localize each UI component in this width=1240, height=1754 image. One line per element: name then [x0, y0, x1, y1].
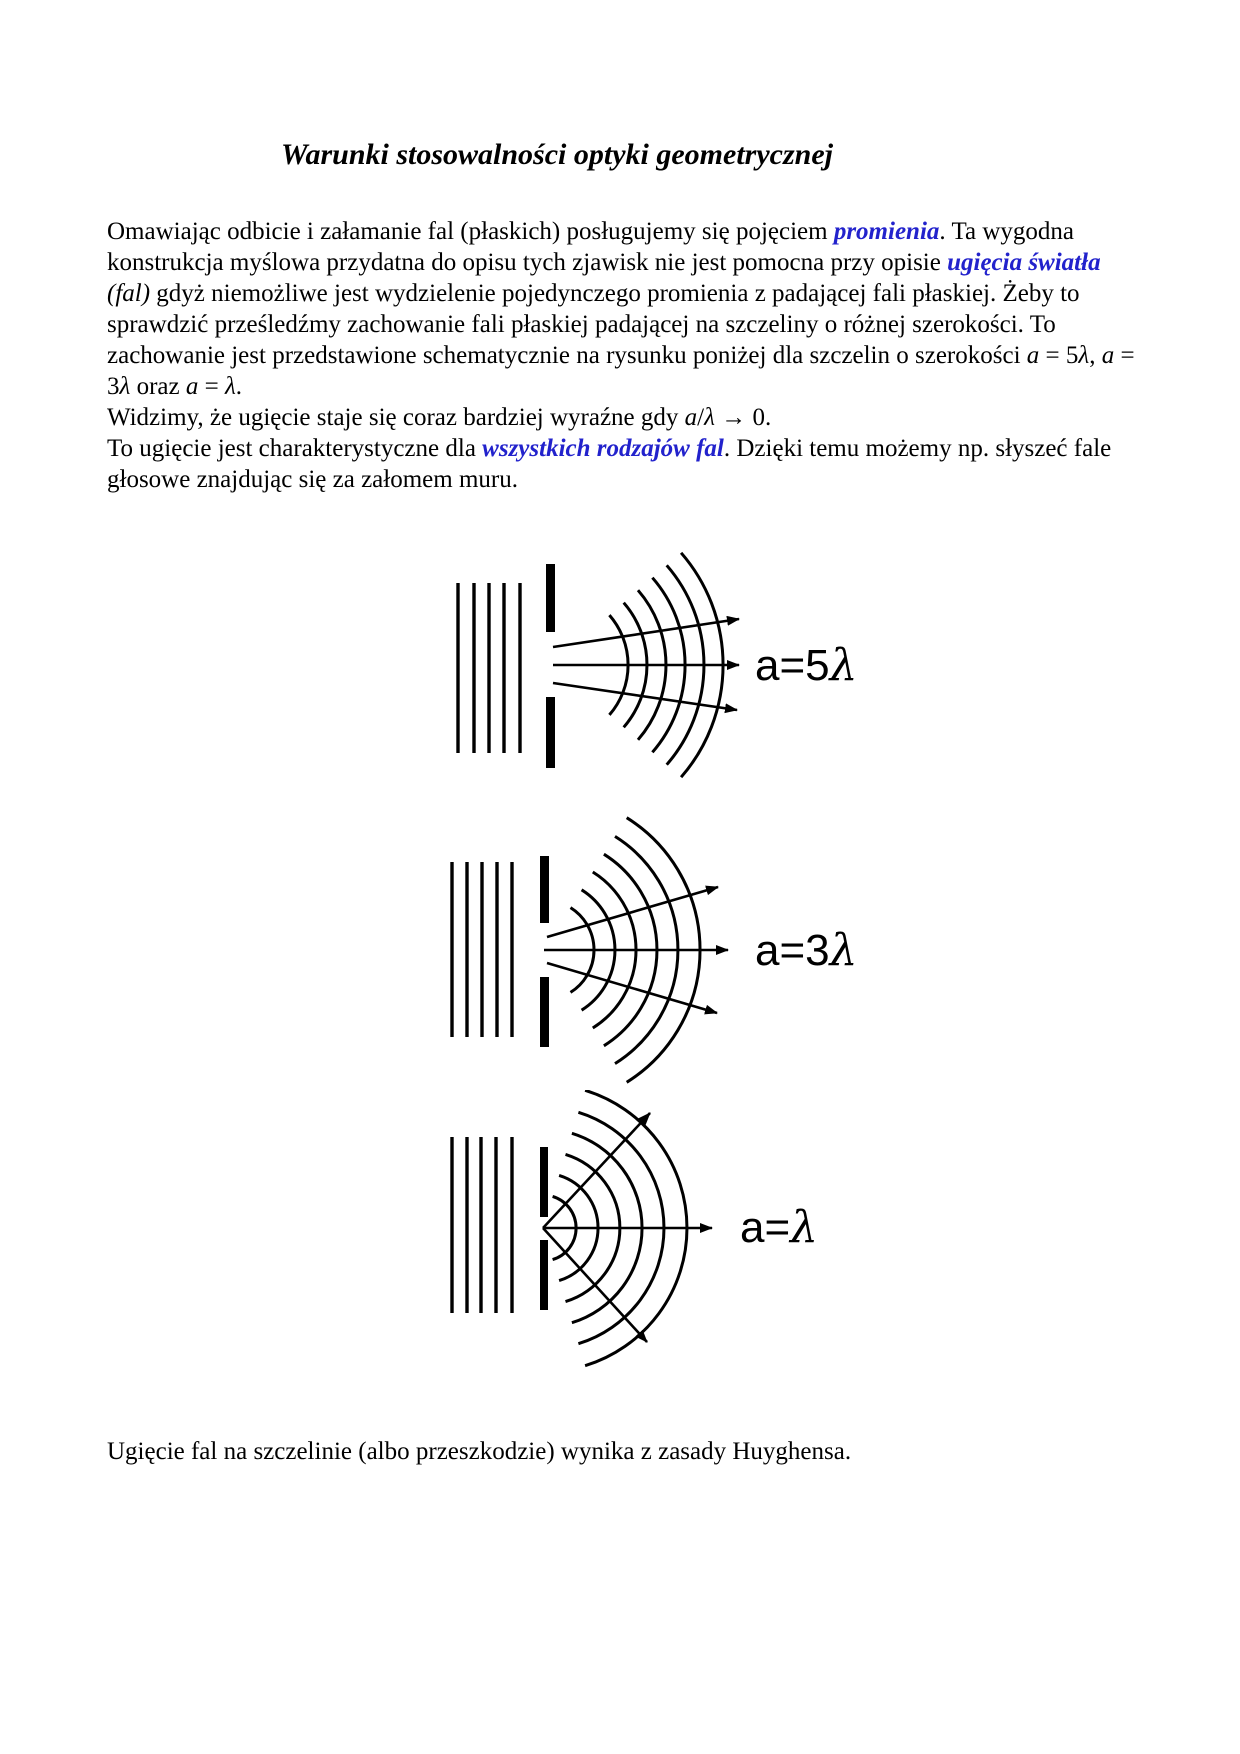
text-run: /: [697, 404, 705, 431]
paragraph-all-waves: [107, 433, 1137, 495]
text-run: a: [1101, 342, 1115, 369]
text-run: λ: [704, 404, 715, 431]
text-run: λ: [1078, 342, 1090, 369]
text-run: ,: [1089, 342, 1102, 369]
text-run: . Dzięki temu możemy np. słyszeć fale głosowe znajdując się za załomem muru.: [107, 435, 1112, 493]
text-run: =: [198, 373, 225, 400]
text-run: To ugięcie jest charakterystyczne dla: [107, 435, 483, 462]
slit-width-label: a=λ: [740, 1202, 819, 1253]
barrier-top-bar: [540, 856, 549, 923]
barrier-bottom-bar: [540, 977, 549, 1047]
highlighted-term: ugięcia światła: [947, 249, 1101, 276]
highlighted-term: promienia: [833, 218, 940, 245]
highlighted-term: wszystkich rodzajów fal: [482, 435, 724, 462]
barrier-top-bar: [540, 1147, 548, 1217]
diagram-slit-lambda: [380, 1090, 900, 1375]
slit-width-label: a=5λ: [755, 640, 858, 691]
text-run: a: [185, 373, 199, 400]
text-run: oraz: [130, 373, 186, 400]
paragraph-observation: [107, 402, 1137, 433]
text-run: Widzimy, że ugięcie staje się coraz bardziej wyraźne gdy: [107, 404, 685, 431]
text-run: a: [684, 404, 698, 431]
text-run: = 5: [1039, 342, 1079, 369]
page-title: Warunki stosowalności optyki geometrycznej: [281, 138, 833, 171]
barrier-bottom-bar: [540, 1240, 548, 1310]
slit-width-label: a=3λ: [755, 925, 858, 976]
ray-arrow: [547, 963, 717, 1013]
closing-sentence: Ugięcie fal na szczelinie (albo przeszkodzie) wynika z zasady Huyghensa.: [107, 1438, 852, 1465]
barrier-top-bar: [546, 564, 555, 632]
diagram-slit-3lambda: [380, 810, 900, 1090]
text-run: → 0.: [714, 404, 772, 431]
text-run: = 3: [107, 342, 1135, 400]
text-run: a: [1026, 342, 1040, 369]
intro-text-block: [107, 216, 1137, 495]
text-run: .: [235, 373, 243, 400]
barrier-bottom-bar: [546, 697, 555, 768]
text-run: gdyż niemożliwe jest wydzielenie pojedynczego promienia z padającej fali płaskiej. Żeby to sprawdzić prześledźmy zachowanie fali płaskiej padającej na szczeliny o różnej szerokości. To zachowanie jest przedstawione schematycznie na rysunku poniżej dla szczelin o szerokości: [107, 280, 1080, 369]
text-run: λ: [224, 373, 236, 400]
text-run: . Ta wygodna konstrukcja myślowa przydatna do opisu tych zjawisk nie jest pomocna przy opisie: [107, 218, 1074, 276]
text-run: Omawiając odbicie i załamanie fal (płaskich) posługujemy się pojęciem: [107, 218, 834, 245]
paragraph-main: [107, 216, 1137, 402]
text-run: λ: [119, 373, 131, 400]
text-run: (fal): [107, 280, 151, 307]
diagram-slit-5lambda: [380, 540, 900, 810]
